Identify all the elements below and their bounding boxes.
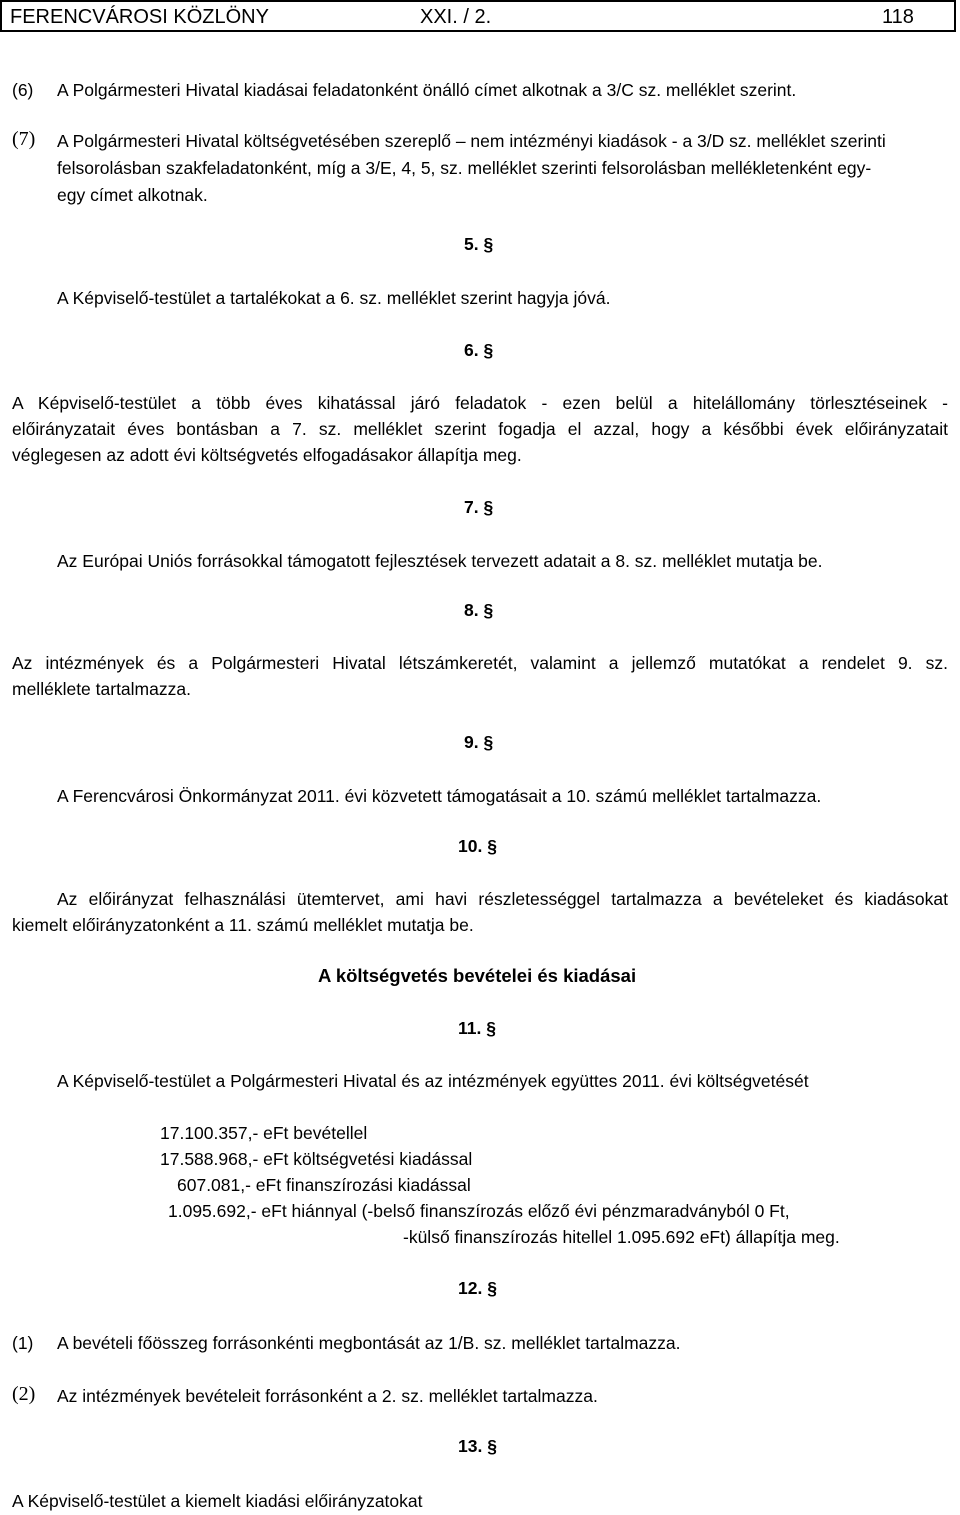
section-text: A Képviselő-testület a Polgármesteri Hivatal és az intézmények együttes 2011. évi költségvetését — [57, 1071, 809, 1091]
journal-title: FERENCVÁROSI KÖZLÖNY — [10, 6, 269, 28]
budget-item: 1.095.692,- eFt hiánnyal (-belső finanszírozás előző évi pénzmaradványból 0 Ft, — [168, 1201, 790, 1221]
page-header — [0, 0, 956, 32]
budget-item: 17.588.968,- eFt költségvetési kiadással — [160, 1149, 473, 1169]
paragraph-number: (7) — [12, 128, 36, 150]
paragraph-text: A Polgármesteri Hivatal kiadásai feladatonként önálló címet alkotnak a 3/C sz. melléklet szerint. — [57, 80, 797, 100]
paragraph-text: A bevételi főösszeg forrásonkénti megbontását az 1/B. sz. melléklet tartalmazza. — [57, 1333, 681, 1353]
section-text: A Ferencvárosi Önkormányzat 2011. évi közvetett támogatásait a 10. számú melléklet tartalmazza. — [57, 786, 822, 806]
section-line: előirányzatait éves bontásban a 7. sz. melléklet szerint fogadja el azzal, hogy a későbbi évek előirányzatait — [12, 419, 948, 439]
section-title: 6. § — [464, 340, 494, 360]
section-text — [12, 886, 948, 938]
section-line: melléklete tartalmazza. — [12, 679, 191, 699]
section-line: Az intézmények és a Polgármesteri Hivatal létszámkeretét, valamint a jellemző mutatókat a rendelet 9. sz. — [12, 653, 948, 673]
budget-item: -külső finanszírozás hitellel 1.095.692 eFt) állapítja meg. — [403, 1227, 840, 1247]
issue-number: XXI. / 2. — [420, 6, 492, 28]
section-text — [12, 650, 948, 702]
paragraph-line: egy címet alkotnak. — [57, 185, 208, 205]
section-title: 11. § — [458, 1018, 496, 1038]
page-number: 118 — [882, 6, 914, 28]
section-title: 7. § — [464, 497, 494, 517]
budget-item: 607.081,- eFt finanszírozási kiadással — [177, 1175, 471, 1195]
section-line: véglegesen az adott évi költségvetés elfogadásakor állapítja meg. — [12, 445, 522, 465]
section-title: 8. § — [464, 600, 494, 620]
paragraph-number: (2) — [12, 1383, 36, 1405]
paragraph-line: felsorolásban szakfeladatonként, míg a 3/E, 4, 5, sz. melléklet szerinti felsorolásban mellékletenként egy- — [57, 158, 872, 178]
section-title: 9. § — [464, 732, 494, 752]
section-text: Az Európai Uniós forrásokkal támogatott fejlesztések tervezett adatait a 8. sz. melléklet mutatja be. — [57, 551, 823, 571]
paragraph-line: A Polgármesteri Hivatal költségvetésében szereplő – nem intézményi kiadások - a 3/D sz. melléklet szerinti — [57, 131, 886, 151]
section-line: kiemelt előirányzatonként a 11. számú melléklet mutatja be. — [12, 915, 474, 935]
section-line: A Képviselő-testület a több éves kihatással járó feladatok - ezen belül a hitelállomány törlesztéseinek - — [12, 393, 948, 413]
section-title: 10. § — [458, 836, 497, 856]
section-line: Az előirányzat felhasználási ütemtervet, ami havi részletességgel tartalmazza a bevételeket és kiadásokat — [57, 889, 948, 909]
section-title: 5. § — [464, 234, 494, 254]
chapter-heading: A költségvetés bevételei és kiadásai — [318, 965, 637, 986]
section-text: A Képviselő-testület a tartalékokat a 6. sz. melléklet szerint hagyja jóvá. — [57, 288, 611, 308]
section-title: 13. § — [458, 1436, 497, 1456]
paragraph-number: (1) — [12, 1333, 34, 1353]
section-title: 12. § — [458, 1278, 497, 1298]
section-text — [12, 390, 948, 468]
budget-item: 17.100.357,- eFt bevétellel — [160, 1123, 368, 1143]
paragraph-number: (6) — [12, 80, 34, 100]
section-text: A Képviselő-testület a kiemelt kiadási előirányzatokat — [12, 1491, 423, 1511]
paragraph-text: Az intézmények bevételeit forrásonként a 2. sz. melléklet tartalmazza. — [57, 1386, 598, 1406]
